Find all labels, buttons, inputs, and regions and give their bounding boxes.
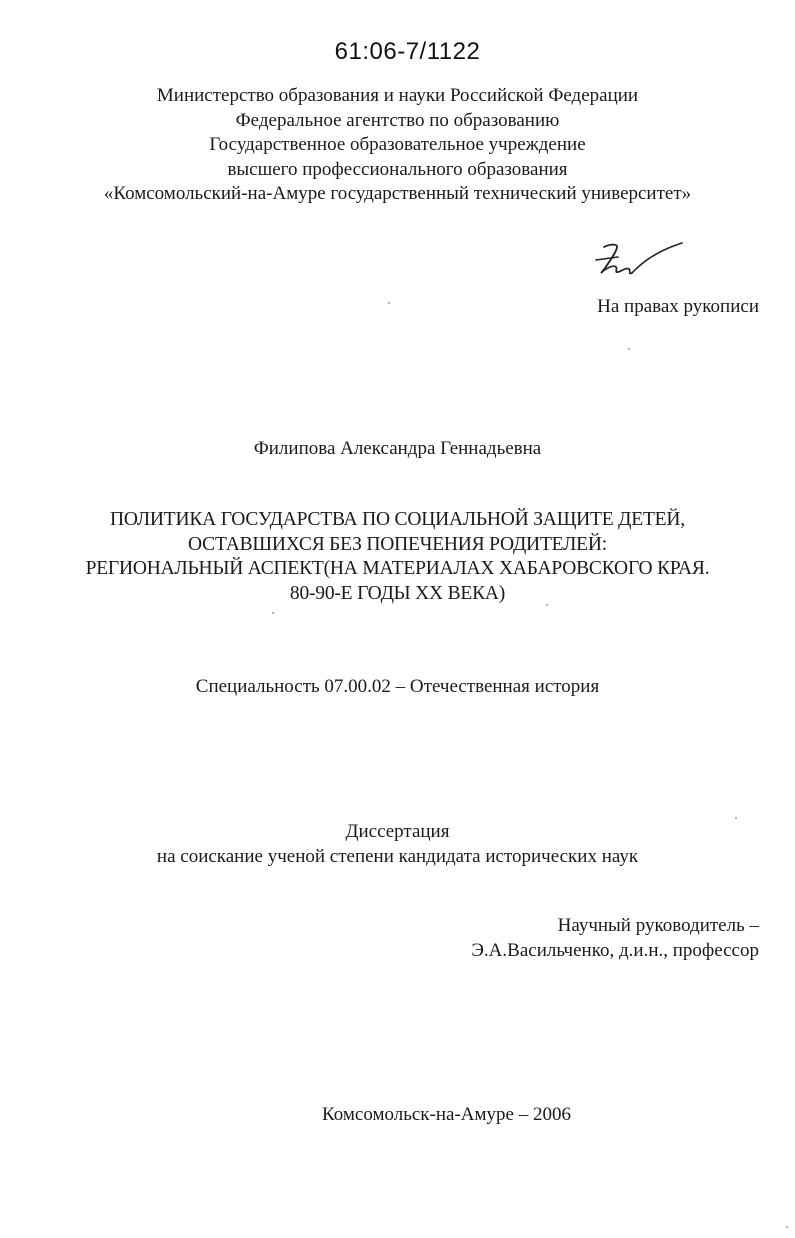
title-line: РЕГИОНАЛЬНЫЙ АСПЕКТ(НА МАТЕРИАЛАХ ХАБАРОВСКОГО КРАЯ. <box>85 558 710 579</box>
agency-line: Федеральное агентство по образованию <box>235 109 560 131</box>
degree-line: на соискание ученой степени кандидата исторических наук <box>156 846 639 867</box>
scan-speck <box>272 612 274 614</box>
city-year: Комсомольск-на-Амуре – 2006 <box>322 1104 571 1125</box>
document-code: 61:06-7/1122 <box>334 38 481 65</box>
scan-speck <box>628 348 630 350</box>
ministry-line: Министерство образования и науки Российской Федерации <box>156 85 639 106</box>
university-name-line: «Комсомольский-на-Амуре государственный технический университет» <box>103 183 692 204</box>
specialty-line: Специальность 07.00.02 – Отечественная история <box>195 676 600 697</box>
manuscript-rights-note: На правах рукописи <box>597 296 759 317</box>
scan-speck <box>388 302 390 304</box>
handwritten-signature-icon <box>588 236 688 286</box>
title-line: ПОЛИТИКА ГОСУДАРСТВА ПО СОЦИАЛЬНОЙ ЗАЩИТЕ ДЕТЕЙ, <box>110 509 685 530</box>
dissertation-degree-block <box>0 819 795 869</box>
supervisor-role: Научный руководитель – <box>557 915 759 936</box>
institution-block <box>0 84 795 207</box>
supervisor-block <box>471 913 759 963</box>
author-name: Филипова Александра Геннадьевна <box>253 438 542 459</box>
scan-speck <box>735 817 737 819</box>
scan-speck <box>546 604 548 606</box>
education-level-line: высшего профессионального образования <box>227 158 568 180</box>
dissertation-label: Диссертация <box>345 821 450 842</box>
title-line: 80-90-Е ГОДЫ XX ВЕКА) <box>289 582 506 604</box>
dissertation-title <box>0 508 795 606</box>
title-line: ОСТАВШИХСЯ БЕЗ ПОПЕЧЕНИЯ РОДИТЕЛЕЙ: <box>188 533 607 555</box>
supervisor-name: Э.А.Васильченко, д.и.н., профессор <box>471 940 759 961</box>
scan-speck <box>786 1226 788 1228</box>
institution-type-line: Государственное образовательное учреждение <box>209 134 586 155</box>
